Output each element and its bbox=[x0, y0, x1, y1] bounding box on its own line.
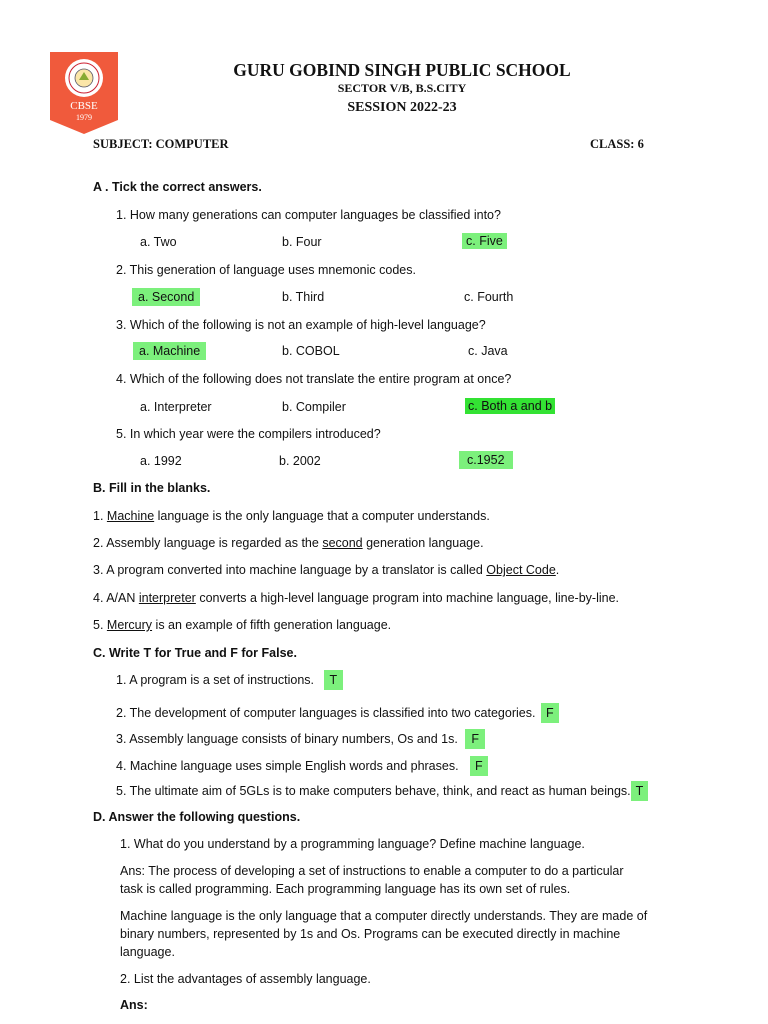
section-d-title: D. Answer the following questions. bbox=[93, 810, 301, 824]
answer-d1-line: Ans: The process of developing a set of instructions to enable a computer to do a particular bbox=[120, 864, 624, 878]
option-a-highlighted: a. Machine bbox=[133, 342, 206, 360]
true-false-item: 3. Assembly language consists of binary numbers, Os and 1s. F bbox=[116, 732, 485, 746]
school-name: GURU GOBIND SINGH PUBLIC SCHOOL bbox=[233, 60, 571, 80]
question-a3: 3. Which of the following is not an example of high-level language? bbox=[116, 318, 486, 332]
true-false-item: 5. The ultimate aim of 5GLs is to make computers behave, think, and react as human beings. T bbox=[116, 784, 648, 798]
option-a: a. Two bbox=[140, 235, 177, 249]
section-b-title: B. Fill in the blanks. bbox=[93, 481, 211, 495]
question-a4: 4. Which of the following does not translate the entire program at once? bbox=[116, 372, 512, 386]
option-b: b. COBOL bbox=[282, 344, 340, 358]
option-c-highlighted: c. Both a and b bbox=[465, 398, 555, 414]
blank-answer: second bbox=[322, 536, 363, 550]
blank-answer: Machine bbox=[106, 509, 155, 523]
logo-board-text: CBSE bbox=[70, 100, 98, 112]
option-c: c. Java bbox=[468, 344, 508, 358]
logo-year-text: 1979 bbox=[76, 113, 92, 122]
option-b: b. Four bbox=[282, 235, 322, 249]
true-false-item: 2. The development of computer languages is classified into two categories. F bbox=[116, 706, 559, 720]
option-c-highlighted: c. Five bbox=[462, 233, 507, 249]
question-d2: 2. List the advantages of assembly language. bbox=[120, 972, 371, 986]
true-false-item: 4. Machine language uses simple English words and phrases. F bbox=[116, 759, 488, 773]
school-address: SECTOR V/B, B.S.CITY bbox=[337, 81, 467, 95]
answer-d1-line: language. bbox=[120, 945, 175, 959]
tf-answer: F bbox=[470, 756, 488, 776]
fill-blank-item: 1. Machine language is the only language that a computer understands. bbox=[93, 509, 490, 523]
option-b: b. Compiler bbox=[282, 400, 346, 414]
tf-answer: T bbox=[631, 781, 649, 801]
answer-d1-line: task is called programming. Each programming language has its own set of rules. bbox=[120, 882, 571, 896]
fill-blank-item: 3. A program converted into machine language by a translator is called Object Code. bbox=[93, 563, 560, 577]
true-false-item: 1. A program is a set of instructions. T bbox=[116, 673, 343, 687]
blank-answer: Object Code bbox=[486, 563, 556, 577]
question-a5: 5. In which year were the compilers introduced? bbox=[116, 427, 381, 441]
fill-blank-item: 4. A/AN interpreter converts a high-level language program into machine language, line-by-line. bbox=[93, 591, 620, 605]
tf-answer: T bbox=[324, 670, 344, 690]
option-b: b. 2002 bbox=[279, 454, 321, 468]
option-a: a. 1992 bbox=[140, 454, 182, 468]
option-a: a. Interpreter bbox=[140, 400, 212, 414]
question-d1: 1. What do you understand by a programming language? Define machine language. bbox=[120, 837, 585, 851]
fill-blank-item: 2. Assembly language is regarded as the second generation language. bbox=[93, 536, 484, 550]
class-label: CLASS: 6 bbox=[590, 137, 644, 151]
answer-d1-line: binary numbers, represented by 1s and Os. Programs can be executed directly in machine bbox=[120, 927, 621, 941]
option-c: c. Fourth bbox=[464, 290, 514, 304]
option-c-highlighted: c.1952 bbox=[459, 451, 513, 469]
section-c-title: C. Write T for True and F for False. bbox=[93, 646, 297, 660]
session: SESSION 2022-23 bbox=[347, 100, 457, 115]
question-a2: 2. This generation of language uses mnemonic codes. bbox=[116, 263, 416, 277]
answer-d2: Ans: bbox=[120, 998, 148, 1012]
answer-d1-line: Machine language is the only language that a computer directly understands. They are made of bbox=[120, 909, 648, 923]
tf-answer: F bbox=[465, 729, 485, 749]
blank-answer: interpreter bbox=[138, 591, 196, 605]
section-a-title: A . Tick the correct answers. bbox=[93, 180, 262, 194]
blank-answer: Mercury bbox=[106, 618, 153, 632]
tf-answer: F bbox=[541, 703, 559, 723]
subject-label: SUBJECT: COMPUTER bbox=[93, 137, 229, 151]
fill-blank-item: 5. Mercury is an example of fifth generation language. bbox=[93, 618, 392, 632]
option-b: b. Third bbox=[282, 290, 325, 304]
option-a-highlighted: a. Second bbox=[132, 288, 200, 306]
question-a1: 1. How many generations can computer languages be classified into? bbox=[116, 208, 501, 222]
